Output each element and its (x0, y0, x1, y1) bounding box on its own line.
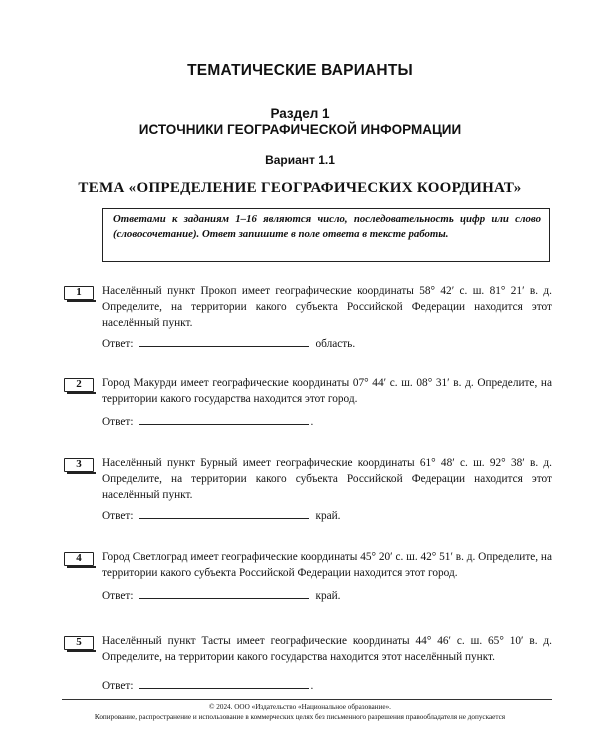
task-2 (64, 376, 556, 436)
answer-suffix: . (310, 416, 314, 428)
task-number-box: 5 (64, 636, 94, 650)
answer-row (102, 336, 355, 350)
task-5 (64, 634, 556, 694)
page-title: ТЕМАТИЧЕСКИЕ ВАРИАНТЫ (187, 62, 413, 79)
task-number-box: 2 (64, 378, 94, 392)
answer-field[interactable] (139, 414, 309, 425)
task-text: Город Макурди имеет географические координаты 07° 44′ с. ш. 08° 31′ в. д. Определите, на территории какого государства находится этот город. (102, 377, 552, 405)
task-text: Город Светлоград имеет географические координаты 45° 20′ с. ш. 42° 51′ в. д. Определите, на территории какого субъекта Российской Федерации находится этот город. (102, 551, 552, 579)
answer-suffix: . (310, 680, 314, 692)
answer-field[interactable] (139, 588, 309, 599)
answer-label: Ответ: (102, 416, 134, 428)
task-number-box: 4 (64, 552, 94, 566)
theme-title: ТЕМА «ОПРЕДЕЛЕНИЕ ГЕОГРАФИЧЕСКИХ КООРДИНАТ» (78, 180, 522, 196)
footer-divider (62, 699, 552, 700)
answer-suffix: край. (315, 510, 341, 522)
footer-copyright: © 2024. ООО «Издательство «Национальное образование». (209, 703, 391, 711)
answer-label: Ответ: (102, 338, 134, 350)
answer-label: Ответ: (102, 510, 134, 522)
footer-notice: Копирование, распространение и использование в коммерческих целях без письменного разрешения правообладателя не допускается (94, 713, 506, 721)
answer-label: Ответ: (102, 590, 134, 602)
task-3 (64, 456, 556, 526)
task-text: Населённый пункт Бурный имеет географические координаты 61° 48′ с. ш. 92° 38′ в. д. Определите, на территории какого субъекта Российской Федерации находится этот населённый пункт. (102, 457, 552, 501)
answer-field[interactable] (139, 508, 309, 519)
answer-row (102, 508, 340, 522)
section-number: Раздел 1 (270, 106, 330, 121)
task-text: Населённый пункт Тасты имеет географические координаты 44° 46′ с. ш. 65° 10′ в. д. Определите, на территории какого государства находится этот населённый пункт. (102, 635, 552, 663)
answer-label: Ответ: (102, 680, 134, 692)
answer-suffix: край. (315, 590, 341, 602)
answer-row (102, 414, 313, 428)
answer-field[interactable] (139, 336, 309, 347)
task-1 (64, 284, 556, 364)
task-text: Населённый пункт Прокоп имеет географические координаты 58° 42′ с. ш. 81° 21′ в. д. Определите, на территории какого субъекта Российской Федерации находится этот населённый пункт. (102, 285, 552, 329)
answer-field[interactable] (139, 678, 309, 689)
answer-row (102, 588, 340, 602)
instructions-box: Ответами к заданиям 1–16 являются число, последовательность цифр или слово (словосочетание). Ответ запишите в поле ответа в тексте работы. (102, 208, 550, 262)
section-title: ИСТОЧНИКИ ГЕОГРАФИЧЕСКОЙ ИНФОРМАЦИИ (138, 122, 462, 137)
variant-label: Вариант 1.1 (265, 153, 335, 167)
task-number-box: 1 (64, 286, 94, 300)
answer-suffix: область. (315, 338, 356, 350)
task-number-box: 3 (64, 458, 94, 472)
task-4 (64, 550, 556, 610)
answer-row (102, 678, 313, 692)
